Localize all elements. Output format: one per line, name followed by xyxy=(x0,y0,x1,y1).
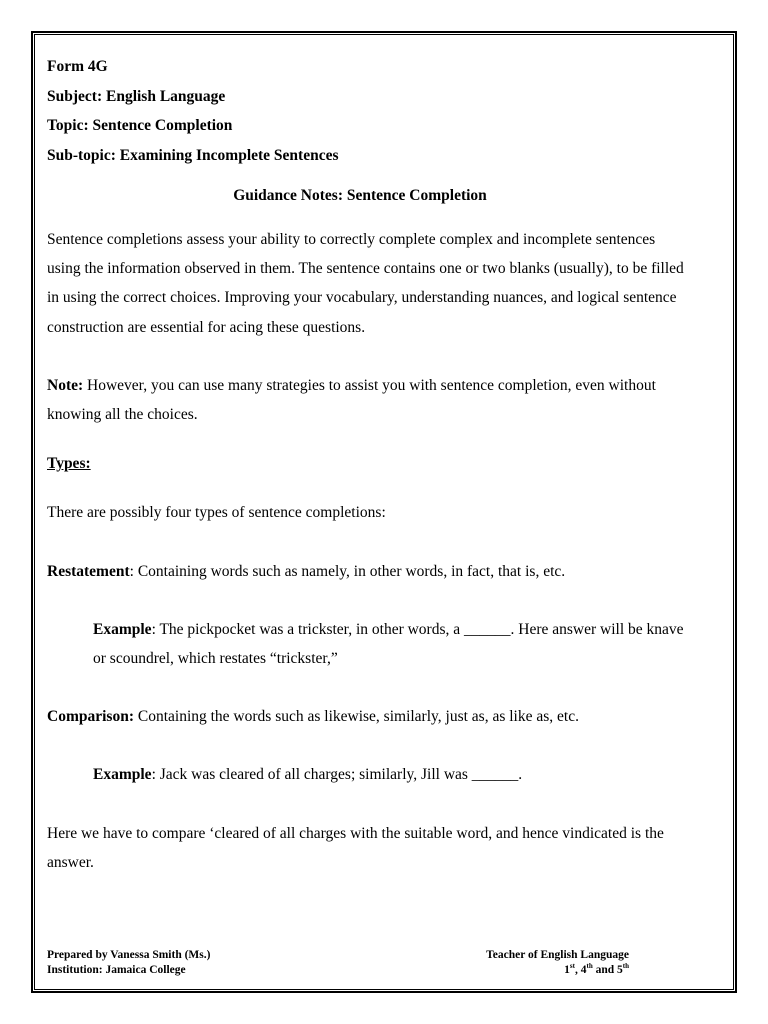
grade-5-suffix: th xyxy=(622,961,629,970)
intro-paragraph: Sentence completions assess your ability to correctly complete complex and incomplete sentences using the information observed in them. The sentence contains one or two blanks (usually), to be filled in using the correct choices. Improving your vocabulary, understanding nuances, and logical sentence construction are essential for acing these questions. xyxy=(47,231,684,336)
teacher-role: Teacher of English Language xyxy=(486,949,629,961)
subtopic-label: Sub-topic: Examining Incomplete Sentences xyxy=(47,146,339,164)
example-label: Example xyxy=(93,766,152,784)
footer-right xyxy=(486,948,629,977)
example-label: Example xyxy=(93,620,152,638)
comparison-text: Containing the words such as likewise, similarly, just as, as like as, etc. xyxy=(133,708,579,726)
types-intro: There are possibly four types of sentence completions: xyxy=(47,504,386,522)
note-label: Note: xyxy=(47,376,84,394)
restatement-text: : Containing words such as namely, in other words, in fact, that is, etc. xyxy=(129,562,566,580)
footer-left xyxy=(47,948,210,977)
form-label: Form 4G xyxy=(47,58,108,75)
comparison-paragraph xyxy=(47,702,687,731)
types-heading: Types: xyxy=(47,455,91,473)
grade-4-suffix: th xyxy=(586,961,593,970)
document-body xyxy=(47,52,687,877)
grade-1-suffix: st xyxy=(569,961,575,970)
example-text: : The pickpocket was a trickster, in other words, a ______. Here answer will be knave or scoundrel, which restates “trickster,” xyxy=(93,620,684,668)
grade-1: 1 xyxy=(564,963,570,976)
conclusion-paragraph: Here we have to compare ‘cleared of all charges with the suitable word, and hence vindicated is the answer. xyxy=(47,824,664,871)
restatement-paragraph xyxy=(47,557,687,586)
grade-4: , 4 xyxy=(574,963,587,976)
grade-5: and 5 xyxy=(592,963,623,976)
prepared-by: Prepared by Vanessa Smith (Ms.) xyxy=(47,949,211,961)
restatement-label: Restatement xyxy=(47,562,130,580)
note-paragraph xyxy=(47,371,687,429)
document-title: Guidance Notes: Sentence Completion xyxy=(233,187,487,204)
example-text: : Jack was cleared of all charges; similarly, Jill was ______. xyxy=(151,766,523,784)
institution: Institution: Jamaica College xyxy=(47,963,186,976)
comparison-label: Comparison: xyxy=(47,708,134,726)
comparison-example xyxy=(47,760,687,789)
subject-label: Subject: English Language xyxy=(47,87,226,105)
restatement-example xyxy=(47,615,687,673)
grade-levels xyxy=(486,963,629,978)
note-text: However, you can use many strategies to assist you with sentence completion, even without knowing all the choices. xyxy=(47,376,656,424)
topic-label: Topic: Sentence Completion xyxy=(47,117,233,134)
